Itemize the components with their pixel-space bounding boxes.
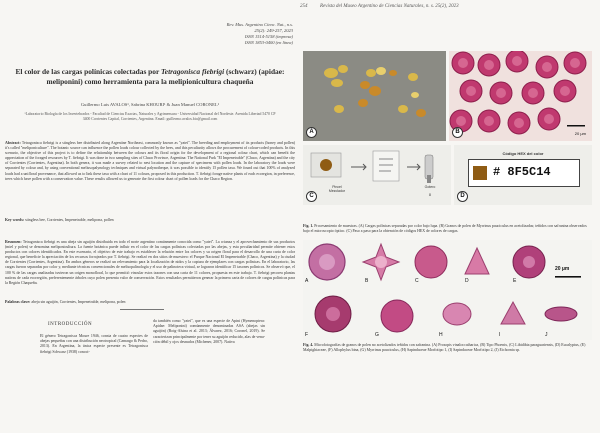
intro-heading: INTRODUCCIÓN bbox=[48, 322, 93, 327]
figure-1-caption bbox=[303, 224, 592, 234]
affiliation: ¹Laboratorio Biología de los Invertebrados - Facultad de Ciencias Exactas, Naturales y Agrimensura - Universidad Nacional del Nordeste. Avenida Libertad 5470 CP 3400 Corrientes Capital, Corrientes, Argentina. Email: guillermo.avalos.bio@gmail.com bbox=[24, 112, 276, 121]
panel-c-swatch-steps bbox=[303, 145, 451, 205]
figure-1-caption-label: Fig. 1. bbox=[303, 224, 314, 228]
resumen-label: Resumen: bbox=[5, 240, 22, 244]
meta-line-1: Rev. Mus. Argentino Cienc. Nat., n.s. bbox=[226, 22, 293, 27]
palabras-clave-text: abeja sin aguijón, Corrientes, Impenetrable, melipona, polen bbox=[31, 300, 126, 304]
panel-label-d: D bbox=[457, 191, 468, 202]
title-species: Tetragonisca fiebrigi bbox=[160, 67, 225, 76]
figure-2-caption-text: Microfotografías de granos de polen no acetolizados teñidos con safranina. (A) Prosopis vinaloccatharica, (B) Tipo Phoenix, (C) Libidibia paraguariensis, (D) Eucalyptus, (E) Malpighiaceae, (F) Allophylus bina, (G) Myrrinus pauciculus, (H) Sapindaceae Morfotipo 1, (I) Sapindaceae Morfotipo 2, (J) Eichornia sp. bbox=[303, 343, 586, 352]
figure-2 bbox=[303, 240, 592, 340]
keywords-label: Key words: bbox=[5, 218, 25, 222]
intro-text-right: da también como "yateí", que es una especie de Apini (Hymenoptera: Apidae: Meliponini) comúnmente denominadas ASA (abejas sin aguijón) (Roig-Alsina et al. 2013; Álvarez, 2016; Coronel, 2019). Se caracterizan principalmente por tener su aguijón reducido, alas de venación débil y ojos desnudos (Michener, 2007). Nativa bbox=[153, 319, 265, 344]
fig2-label-i: I bbox=[499, 332, 501, 338]
abstract-text: Tetragonisca fiebrigi is a stingless bee distributed along Argentine Northeast, commonly known as "yateí". The breeding and employment of its products (honey and pollen) it's called "meliponiculture". The botanic source can influence the pollen loads colour collected by the bees, and this peculiarity allows the procurement of colour-coded products. In this scenario, the objective of this project is to define the relationship between the colours and its floral origin for the development of a regional colour chart, which can benefit the appreciation of the foraged resources by T. fiebrigi. It was done in two sampling sites of Chaco Province, Argentina: The National Park "El Impenetrable" (Chaco, Argentina) and the city of Corrientes (Corrientes, Argentina). In both genera, it was made a survey related to nest location and the capture of specimens with pollen loads. In the laboratory the loads were separated by colour and, by using conventional melissopalynology techniques and virtual palynotheque, it was possible to identify 15 pollen taxa. We found out that 100% of analyzed loads had a unifloral provenance, that allowed us to link these taxa with a chart of 11 colours, proposed in this production. T. fiebrigi forage native plants of each ecoregion, in preference, trees which have pollen with a conservation value. These results allowed us to generate the first colour chart of pollen loads for the Chaco Region. bbox=[5, 141, 296, 181]
fig2-label-j: J bbox=[545, 332, 548, 338]
journal-metadata bbox=[173, 22, 293, 46]
scale-label-fig2: 20 µm bbox=[555, 266, 570, 272]
color-swatch bbox=[473, 166, 487, 180]
fig2-label-b: B bbox=[365, 278, 369, 284]
hex-box bbox=[468, 159, 580, 187]
fig2-label-d: D bbox=[465, 278, 469, 284]
pollen-loads-photo bbox=[303, 51, 446, 141]
figure-1 bbox=[303, 51, 592, 216]
journal-header: Revista del Museo Argentino de Ciencias Naturales, n. s. 25(2), 2023 bbox=[320, 4, 459, 9]
panel-b-pollen-grains bbox=[449, 51, 592, 141]
panel-d-hex-code bbox=[454, 145, 592, 205]
section-divider bbox=[120, 309, 164, 310]
keywords-text: stingless bee, Corrientes, Impenetrable, melipona, pollen bbox=[25, 218, 114, 222]
fig2-label-f: F bbox=[305, 332, 309, 338]
panel-label-c: C bbox=[306, 191, 317, 202]
title-part-1: El color de las cargas polínicas colectadas por bbox=[15, 67, 161, 76]
resumen-text: Tetragonisca fiebrigi es una abeja sin aguijón distribuida en todo el norte argentino comúnmente conocida como "yateí". La crianza y el aprovechamiento de sus productos (miel y polen) se denomina meliponicultura. La fuente botánica puede influir en el color de las cargas polínicas colectadas por las abejas, y esta peculiaridad permite obtener estos productos con colores identificados. En este escenario, el objetivo de este trabajo es establecer la relación entre los colores y su origen floral para el desarrollo de una carta de color regional, que beneficie la apreciación de los recursos forrajeados por T. fiebrigi. Se realizó en dos sitios de muestreo: el Parque Nacional El Impenetrable (Chaco, Argentina) y la ciudad de Corrientes (Corrientes, Argentina). En ambos géneros se realizó un relevamiento para la localización de nidos y la captura de ejemplares con cargas polínicas. En el laboratorio, las cargas fueron separadas por color y, mediante técnicas convencionales de melisopalinología y el uso de palinoteca virtual, se lograron identificar 15 taxones polínicos. Se observó que, el 100 % de las cargas analizadas tuvieron un origen monofloral, lo que permitió vincular estos taxones con una carta de 11 colores, propuesta en este trabajo. T. fiebrigi pecorea plantas nativas de cada ecorregión, preferentemente árboles cuyo polen presenta valor de conservación. Estos resultados permitieron generar la primera carta de colores de cargas polínicas para la Región Chaqueña. bbox=[5, 240, 295, 285]
abstract-label: Abstract: bbox=[5, 141, 21, 145]
figure-2-caption bbox=[303, 343, 592, 353]
hex-header: Código HEX del color bbox=[502, 151, 544, 156]
fig2-label-h: H bbox=[439, 332, 443, 338]
intro-text-left: El género Tetragonisca Moure 1946, consta de cuatro especies de abejas pequeñas con una distribución neotropical (Camargo & Pedro, 2013). En Argentina, la única especie presente es Tetragonisca fiebrigi Schwarz (1938) conoci- bbox=[40, 334, 148, 354]
panel-label-b: B bbox=[452, 127, 463, 138]
palabras-clave-label: Palabras clave: bbox=[5, 300, 31, 304]
fig2-label-c: C bbox=[415, 278, 419, 284]
palabras-clave bbox=[5, 300, 295, 305]
fig2-label-g: G bbox=[375, 332, 379, 338]
pollen-grains-plate bbox=[303, 240, 592, 340]
figure-1-caption-text: Procesamiento de muestras. (A) Cargas polínicas separadas por color bajo lupa. (B) Granos de polen de Myrrinus pauciculus en acetolizadas; teñidos con safranina observados bajo el microscopio óptico. (C) Paso a paso para la obtención de códigos HEX de colores de cargas. bbox=[303, 224, 587, 233]
meta-line-2: 25(2): 249-257, 2023 bbox=[254, 28, 293, 33]
resumen bbox=[5, 240, 295, 286]
swatch-label-gotero: Gotero bbox=[424, 185, 436, 189]
paper-title bbox=[10, 67, 290, 86]
title-part-2: (schwarz) (apidae: meliponini) como herramienta para la melipionicultura chaqueña bbox=[46, 67, 285, 86]
fig2-label-e: E bbox=[513, 278, 517, 284]
fig2-label-a: A bbox=[305, 278, 309, 284]
page-number: 254 bbox=[300, 4, 308, 9]
swatch-label-pincel: Pincel Mezclador bbox=[328, 185, 346, 193]
panel-label-a: A bbox=[306, 127, 317, 138]
pollen-grains-micrograph bbox=[449, 51, 592, 141]
panel-a-pollen-loads bbox=[303, 51, 446, 141]
abstract bbox=[5, 141, 295, 182]
swatch-label-number: 8 bbox=[429, 193, 431, 197]
hex-code: # 8F5C14 bbox=[493, 165, 551, 179]
meta-line-4: ISSN 1853-0400 (en línea) bbox=[244, 40, 293, 45]
figure-2-caption-label: Fig. 4. bbox=[303, 343, 314, 347]
keywords bbox=[5, 218, 295, 223]
meta-line-3: ISSN 1514-5158 (impresa) bbox=[244, 34, 293, 39]
authors: Guillermo Luis AVALOS¹, Sabrina KHOURI¹ & Juan Manuel CORONEL¹ bbox=[80, 102, 220, 107]
scale-label-b: 20 µm bbox=[574, 131, 586, 136]
